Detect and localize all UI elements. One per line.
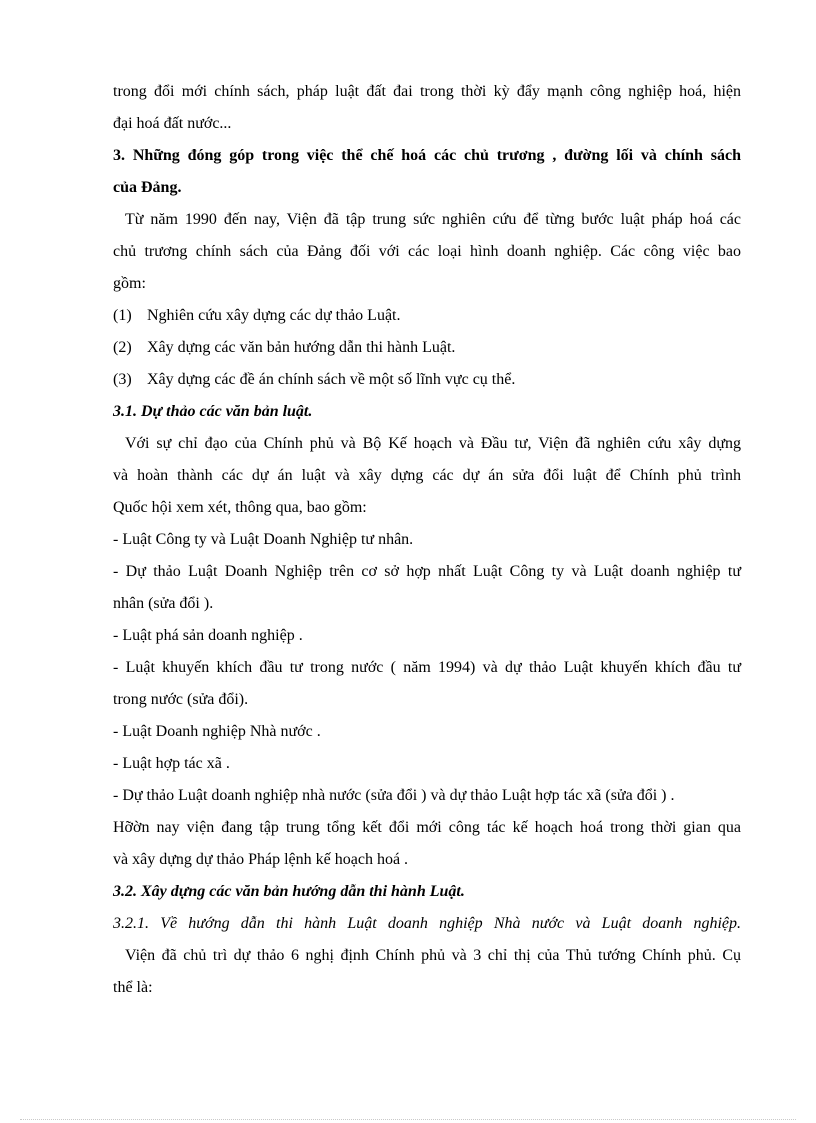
bullet-item: - Luật phá sản doanh nghiệp . xyxy=(113,627,303,644)
paragraph-line: gồm: xyxy=(113,275,146,292)
numbered-list-item xyxy=(113,332,741,364)
section-heading-3: 3. Những đóng góp trong việc thể chế hoá các chủ trương , đường lối và chính sách xyxy=(113,147,741,164)
list-text: Xây dựng các đề án chính sách về một số lĩnh vực cụ thể. xyxy=(147,371,516,388)
bullet-item: - Luật Công ty và Luật Doanh Nghiệp tư nhân. xyxy=(113,531,414,548)
paragraph-line: chủ trương chính sách của Đảng đối với các loại hình doanh nghiệp. Các công việc bao xyxy=(113,243,741,260)
page-bottom-divider xyxy=(20,1119,796,1120)
list-number: (3) xyxy=(113,371,132,388)
bullet-item: - Luật khuyến khích đầu tư trong nước ( năm 1994) và dự thảo Luật khuyến khích đầu tư xyxy=(113,659,741,676)
list-text: Xây dựng các văn bản hướng dẫn thi hành Luật. xyxy=(147,339,456,356)
paragraph-line: Viện đã chủ trì dự thảo 6 nghị định Chính phủ và 3 chỉ thị của Thủ tướng Chính phủ. Cụ xyxy=(125,947,741,964)
text-line: đại hoá đất nước... xyxy=(113,115,232,132)
numbered-list-item xyxy=(113,364,741,396)
numbered-list-item xyxy=(113,300,741,332)
paragraph-line: và xây dựng dự thảo Pháp lệnh kế hoạch hoá . xyxy=(113,851,409,868)
paragraph-line: Từ năm 1990 đến nay, Viện đã tập trung sức nghiên cứu để từng bước luật pháp hoá các xyxy=(125,211,741,228)
subsection-heading-3-2: 3.2. Xây dựng các văn bản hướng dẫn thi hành Luật. xyxy=(113,883,465,900)
paragraph-line: thể là: xyxy=(113,979,153,996)
list-text: Nghiên cứu xây dựng các dự thảo Luật. xyxy=(147,307,401,324)
bullet-item: - Dự thảo Luật Doanh Nghiệp trên cơ sở hợp nhất Luật Công ty và Luật doanh nghiệp tư xyxy=(113,563,741,580)
list-number: (1) xyxy=(113,307,132,324)
bullet-item: - Dự thảo Luật doanh nghiệp nhà nước (sửa đổi ) và dự thảo Luật hợp tác xã (sửa đổi ) . xyxy=(113,787,675,804)
subsection-heading-3-2-1: 3.2.1. Về hướng dẫn thi hành Luật doanh nghiệp Nhà nước và Luật doanh nghiệp. xyxy=(113,915,741,932)
subsection-heading-3-1: 3.1. Dự thảo các văn bản luật. xyxy=(113,403,313,420)
paragraph-line: và hoàn thành các dự án luật và xây dựng các dự án sửa đổi luật để Chính phủ trình xyxy=(113,467,741,484)
bullet-item-cont: nhân (sửa đổi ). xyxy=(113,595,214,612)
section-heading-3-cont: của Đảng. xyxy=(113,179,182,196)
list-number: (2) xyxy=(113,339,132,356)
paragraph-line: Hỡờn nay viện đang tập trung tổng kết đổi mới công tác kế hoạch hoá trong thời gian qua xyxy=(113,819,741,836)
bullet-item: - Luật hợp tác xã . xyxy=(113,755,230,772)
bullet-item-cont: trong nước (sửa đổi). xyxy=(113,691,249,708)
paragraph-line: Với sự chỉ đạo của Chính phủ và Bộ Kế hoạch và Đầu tư, Viện đã nghiên cứu xây dựng xyxy=(125,435,741,452)
paragraph-line: Quốc hội xem xét, thông qua, bao gồm: xyxy=(113,499,367,516)
text-line: trong đổi mới chính sách, pháp luật đất đai trong thời kỳ đẩy mạnh công nghiệp hoá, hiện xyxy=(113,83,741,100)
document-page xyxy=(113,76,741,1004)
bullet-item: - Luật Doanh nghiệp Nhà nước . xyxy=(113,723,321,740)
